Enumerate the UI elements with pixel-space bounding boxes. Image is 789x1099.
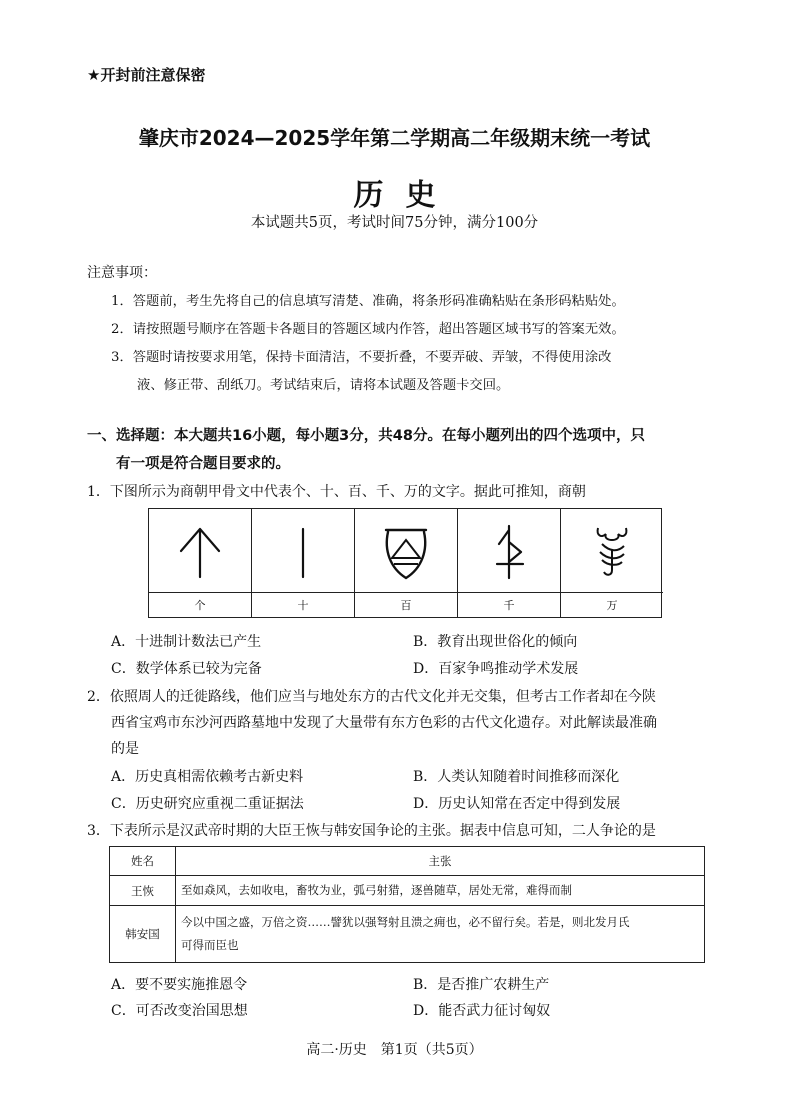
q3-option-b[interactable]: B．是否推广农耕生产 [413,977,550,993]
exam-info: 本试题共5页，考试时间75分钟，满分100分 [250,215,539,231]
oracle-qian-icon [487,520,531,582]
q3-option-d[interactable]: D．能否武力征讨匈奴 [413,1003,551,1019]
claim-line: 可得而臣也 [181,938,239,952]
row-name: 王恢 [110,876,176,906]
oracle-label: 百 [355,592,458,618]
oracle-cell-qian [458,509,561,592]
oracle-shi-icon [293,521,313,581]
oracle-cell-shi [252,509,355,592]
q1-option-d[interactable]: D．百家争鸣推动学术发展 [413,661,579,677]
table-header-row [110,847,705,876]
q2-option-d[interactable]: D．历史认知常在否定中得到发展 [413,796,621,812]
exam-title: 肇庆市2024—2025学年第二学期高二年级期末统一考试 [138,126,651,150]
row-name: 韩安国 [110,906,176,963]
oracle-label: 万 [561,592,663,618]
note-item: 液、修正带、刮纸刀。考试结束后，请将本试题及答题卡交回。 [137,378,510,393]
q1-option-a[interactable]: A．十进制计数法已产生 [111,634,262,650]
claim-line: 至如猋风，去如收电，畜牧为业，弧弓射猎，逐兽随草，居处无常，难得而制 [181,883,572,897]
debate-table [109,846,705,963]
oracle-bone-table [148,508,662,618]
row-claim [176,906,705,963]
header-name: 姓名 [110,847,176,876]
confidential-notice: ★开封前注意保密 [87,66,206,84]
table-row [110,876,705,906]
oracle-cell-wan [561,509,663,592]
oracle-bai-icon [380,520,432,582]
oracle-wan-icon [590,520,634,582]
question-2-stem: 2．依照周人的迁徙路线，他们应当与地处东方的古代文化并无交集，但考古工作者却在今陕 [87,689,656,705]
header-claim: 主张 [176,847,705,876]
row-claim [176,876,705,906]
q3-option-c[interactable]: C．可否改变治国思想 [111,1003,248,1019]
note-item: 3．答题时请按要求用笔，保持卡面清洁，不要折叠，不要弄破、弄皱，不得使用涂改 [111,350,612,365]
oracle-ge-icon [175,521,225,581]
oracle-label: 个 [149,592,252,618]
oracle-label: 十 [252,592,355,618]
question-3-stem: 3．下表所示是汉武帝时期的大臣王恢与韩安国争论的主张。据表中信息可知，二人争论的是 [87,823,656,839]
note-item: 1．答题前，考生先将自己的信息填写清楚、准确，将条形码准确粘贴在条形码粘贴处。 [111,294,625,309]
claim-line: 今以中国之盛，万倍之资……譬犹以强弩射且溃之痈也，必不留行矣。若是，则北发月氏 [181,915,630,929]
q1-option-c[interactable]: C．数学体系已较为完备 [111,661,262,677]
section-heading-cont: 有一项是符合题目要求的。 [116,456,290,472]
question-1-stem: 1．下图所示为商朝甲骨文中代表个、十、百、千、万的文字。据此可推知，商朝 [87,484,586,500]
q1-option-b[interactable]: B．教育出现世俗化的倾向 [413,634,578,650]
q2-option-c[interactable]: C．历史研究应重视二重证据法 [111,796,304,812]
table-row [110,906,705,963]
notes-title: 注意事项： [87,265,157,281]
q2-option-b[interactable]: B．人类认知随着时间推移而深化 [413,769,620,785]
oracle-cell-ge [149,509,252,592]
question-2-stem-cont: 西省宝鸡市东沙河西路墓地中发现了大量带有东方色彩的古代文化遗存。对此解读最准确 [111,715,657,731]
oracle-cell-bai [355,509,458,592]
note-item: 2．请按照题号顺序在答题卡各题目的答题区域内作答，超出答题区域书写的答案无效。 [111,322,625,337]
page-footer: 高二·历史 第1页（共5页） [306,1042,483,1058]
q2-option-a[interactable]: A．历史真相需依赖考古新史料 [111,769,304,785]
subject-title: 历史 [353,178,458,213]
section-heading: 一、选择题：本大题共16小题，每小题3分，共48分。在每小题列出的四个选项中，只 [87,428,645,444]
question-2-stem-cont: 的是 [111,741,139,757]
q3-option-a[interactable]: A．要不要实施推恩令 [111,977,248,993]
oracle-label: 千 [458,592,561,618]
